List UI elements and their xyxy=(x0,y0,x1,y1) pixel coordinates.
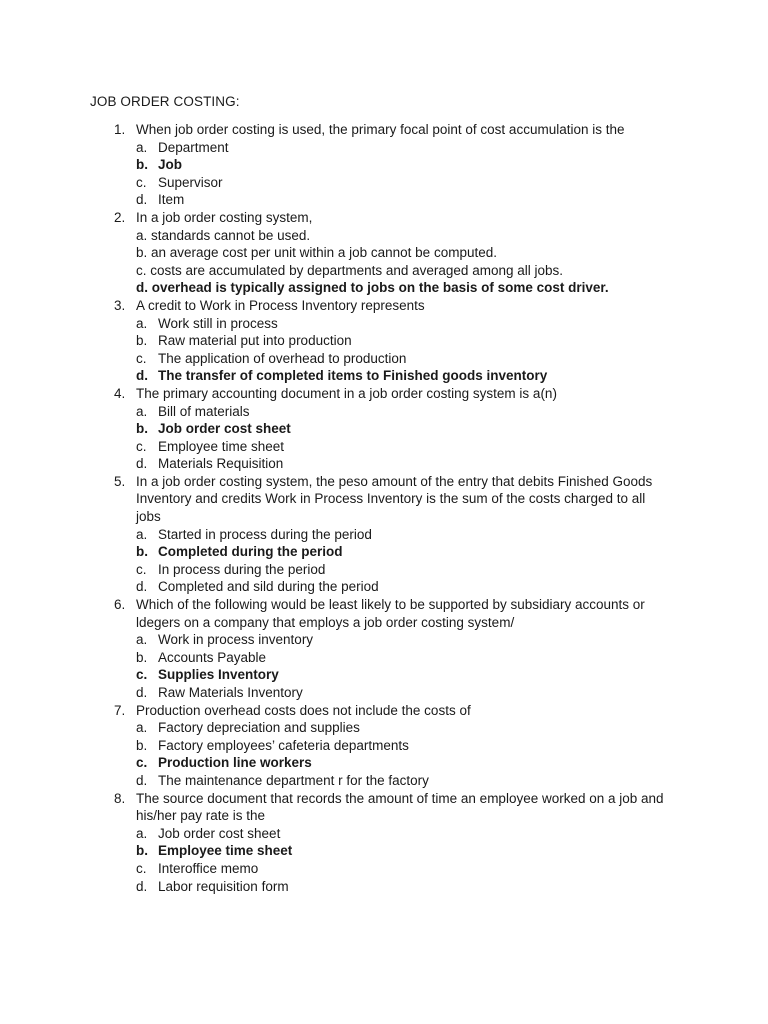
option-letter: d. xyxy=(136,772,148,788)
option-letter: c. xyxy=(136,350,147,366)
option-letter: c. xyxy=(136,561,147,577)
option-letter: a. xyxy=(136,720,148,736)
answer-option xyxy=(0,684,768,702)
answer-option xyxy=(0,262,768,280)
answer-option-correct xyxy=(0,367,768,385)
question-text: jobs xyxy=(136,509,161,525)
answer-option xyxy=(0,455,768,473)
option-letter: b. xyxy=(136,157,148,173)
answer-option xyxy=(0,825,768,843)
question-line xyxy=(0,702,768,720)
answer-option-correct xyxy=(0,279,768,297)
question-text: ldegers on a company that employs a job order costing system/ xyxy=(136,614,515,630)
answer-option xyxy=(0,403,768,421)
option-text: Labor requisition form xyxy=(158,878,289,894)
option-text: b. an average cost per unit within a job cannot be computed. xyxy=(136,245,497,261)
question-list xyxy=(0,121,768,895)
option-letter: d. xyxy=(136,192,148,208)
question-line xyxy=(0,490,768,508)
option-text: Raw Materials Inventory xyxy=(158,685,303,700)
question-text: In a job order costing system, the peso amount of the entry that debits Finished Goods xyxy=(136,473,653,489)
answer-option xyxy=(0,438,768,456)
option-letter: b. xyxy=(136,843,148,859)
option-text: Accounts Payable xyxy=(158,649,267,665)
answer-option xyxy=(0,878,768,896)
question-text: Inventory and credits Work in Process Inventory is the sum of the costs charged to all xyxy=(136,491,646,507)
option-text: Started in process during the period xyxy=(158,526,372,542)
option-text: Employee time sheet xyxy=(158,438,285,454)
question-text: The source document that records the amount of time an employee worked on a job and xyxy=(136,790,664,806)
option-text: Production line workers xyxy=(158,755,312,771)
option-text: a. standards cannot be used. xyxy=(136,227,311,243)
question-text: In a job order costing system, xyxy=(136,209,313,225)
option-letter: b. xyxy=(136,421,148,437)
question-number: 4. xyxy=(114,385,126,401)
question-line xyxy=(0,790,768,808)
option-text: Interoffice memo xyxy=(158,860,259,876)
option-text: c. costs are accumulated by departments and averaged among all jobs. xyxy=(136,262,563,278)
option-text: Job xyxy=(158,157,183,173)
answer-option xyxy=(0,649,768,667)
question-number: 5. xyxy=(114,473,126,489)
question-line xyxy=(0,385,768,403)
answer-option xyxy=(0,139,768,157)
option-text: Factory employees’ cafeteria departments xyxy=(158,737,409,753)
option-letter: c. xyxy=(136,860,147,876)
option-text: Item xyxy=(158,192,185,208)
question-line xyxy=(0,807,768,825)
question-line xyxy=(0,121,768,139)
question-number: 2. xyxy=(114,209,126,225)
option-letter: d. xyxy=(136,579,148,595)
answer-option xyxy=(0,350,768,368)
option-letter: a. xyxy=(136,139,148,155)
answer-option-correct xyxy=(0,754,768,772)
option-letter: b. xyxy=(136,544,148,560)
question-number: 3. xyxy=(114,297,126,313)
answer-option xyxy=(0,631,768,649)
option-text: The maintenance department r for the factory xyxy=(158,772,429,788)
option-text: Employee time sheet xyxy=(158,843,293,859)
option-text: Factory depreciation and supplies xyxy=(158,720,360,736)
question-number: 7. xyxy=(114,702,126,718)
question-line xyxy=(0,508,768,526)
answer-option xyxy=(0,772,768,790)
option-text: d. overhead is typically assigned to jobs on the basis of some cost driver. xyxy=(136,280,609,296)
option-text: Work still in process xyxy=(158,315,278,331)
option-letter: c. xyxy=(136,174,147,190)
option-letter: a. xyxy=(136,825,148,841)
answer-option xyxy=(0,332,768,350)
option-letter: c. xyxy=(136,438,147,454)
option-text: Raw material put into production xyxy=(158,333,352,349)
question-text: The primary accounting document in a job order costing system is a(n) xyxy=(136,385,557,401)
answer-option xyxy=(0,315,768,333)
question-number: 1. xyxy=(114,122,126,137)
option-letter: d. xyxy=(136,456,148,472)
option-text: Work in process inventory xyxy=(158,632,314,648)
option-letter: a. xyxy=(136,315,148,331)
answer-option-correct xyxy=(0,420,768,438)
question-number: 8. xyxy=(114,790,126,806)
option-letter: b. xyxy=(136,333,148,349)
option-text: Bill of materials xyxy=(158,403,250,419)
option-text: Completed during the period xyxy=(158,544,343,560)
option-letter: c. xyxy=(136,755,148,771)
question-line xyxy=(0,614,768,632)
question-text: A credit to Work in Process Inventory represents xyxy=(136,297,425,313)
option-letter: d. xyxy=(136,878,148,894)
answer-option-correct xyxy=(0,842,768,860)
answer-option xyxy=(0,719,768,737)
option-text: The transfer of completed items to Finished goods inventory xyxy=(158,368,548,384)
answer-option-correct xyxy=(0,543,768,561)
option-text: Supervisor xyxy=(158,174,223,190)
answer-option xyxy=(0,561,768,579)
option-text: Job order cost sheet xyxy=(158,825,281,841)
option-text: Completed and sild during the period xyxy=(158,579,379,595)
option-text: Department xyxy=(158,139,229,155)
question-line xyxy=(0,209,768,227)
question-text: When job order costing is used, the primary focal point of cost accumulation is the xyxy=(136,122,625,137)
answer-option xyxy=(0,737,768,755)
option-text: In process during the period xyxy=(158,561,326,577)
question-text: Which of the following would be least likely to be supported by subsidiary accounts or xyxy=(136,597,645,613)
answer-option xyxy=(0,578,768,596)
document-title: JOB ORDER COSTING: xyxy=(90,94,240,109)
option-text: Materials Requisition xyxy=(158,456,284,472)
question-text: his/her pay rate is the xyxy=(136,808,266,824)
question-line xyxy=(0,297,768,315)
option-letter: a. xyxy=(136,526,148,542)
option-text: Supplies Inventory xyxy=(158,667,279,683)
answer-option-correct xyxy=(0,156,768,174)
answer-option xyxy=(0,191,768,209)
answer-option xyxy=(0,244,768,262)
option-letter: d. xyxy=(136,685,148,700)
answer-option xyxy=(0,526,768,544)
option-text: Job order cost sheet xyxy=(158,421,291,437)
option-letter: b. xyxy=(136,737,148,753)
option-text: The application of overhead to production xyxy=(158,350,407,366)
option-letter: a. xyxy=(136,403,148,419)
question-number: 6. xyxy=(114,597,126,613)
option-letter: d. xyxy=(136,368,148,384)
question-line xyxy=(0,473,768,491)
answer-option xyxy=(0,227,768,245)
answer-option-correct xyxy=(0,666,768,684)
option-letter: c. xyxy=(136,667,148,683)
question-text: Production overhead costs does not include the costs of xyxy=(136,702,471,718)
question-line xyxy=(0,596,768,614)
option-letter: b. xyxy=(136,649,148,665)
answer-option xyxy=(0,174,768,192)
answer-option xyxy=(0,860,768,878)
option-letter: a. xyxy=(136,632,148,648)
